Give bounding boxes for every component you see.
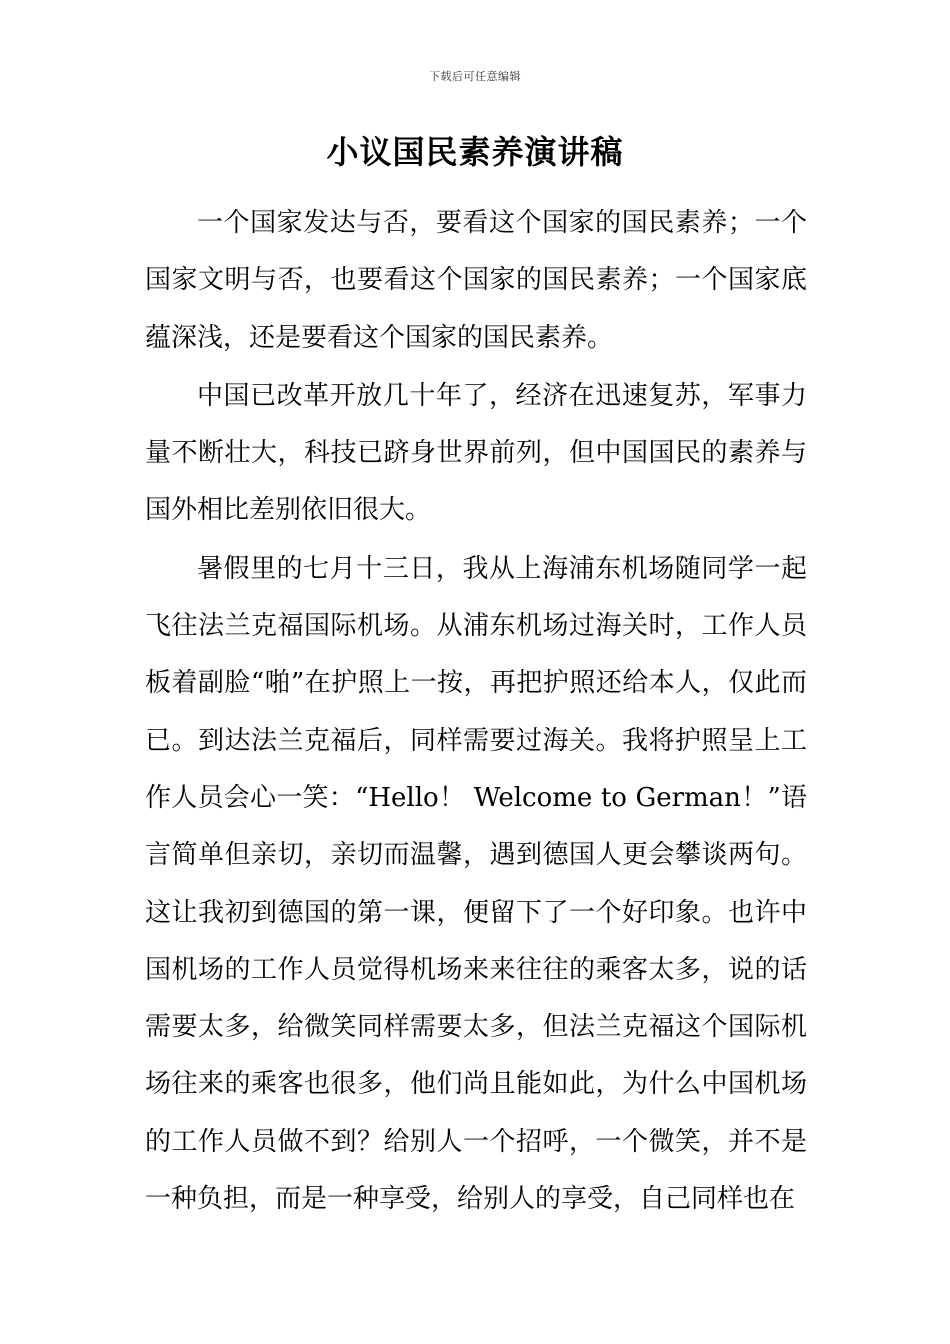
- document-title: 小议国民素养演讲稿: [326, 133, 624, 171]
- paragraph-2: 中国已改革开放几十年了，经济在迅速复苏，军事力量不断壮大，科技已跻身世界前列，但中国国民的素养与国外相比差别依旧很大。: [145, 380, 807, 526]
- paragraph-3: 暑假里的七月十三日，我从上海浦东机场随同学一起飞往法兰克福国际机场。从浦东机场过海关时，工作人员板着副脸“啪”在护照上一按，再把护照还给本人，仅此而已。到达法兰克福后，同样需要过海关。我将护照呈上工作人员会心一笑：“Hello！ Welcome to German！”语言简单但亲切，亲切而温馨，遇到德国人更会攀谈两句。这让我初到德国的第一课，便留下了一个好印象。也许中国机场的工作人员觉得机场来来往往的乘客太多，说的话需要太多，给微笑同样需要太多，但法兰克福这个国际机场往来的乘客也很多，他们尚且能如此，为什么中国机场的工作人员做不到？给别人一个招呼，一个微笑，并不是一种负担，而是一种享受，给别人的享受，自己同样也在: [145, 553, 807, 1215]
- header-note: 下载后可任意编辑: [429, 70, 521, 83]
- document-body: [145, 195, 807, 1228]
- paragraph-1: 一个国家发达与否，要看这个国家的国民素养；一个国家文明与否，也要看这个国家的国民素养；一个国家底蕴深浅，还是要看这个国家的国民素养。: [145, 208, 807, 353]
